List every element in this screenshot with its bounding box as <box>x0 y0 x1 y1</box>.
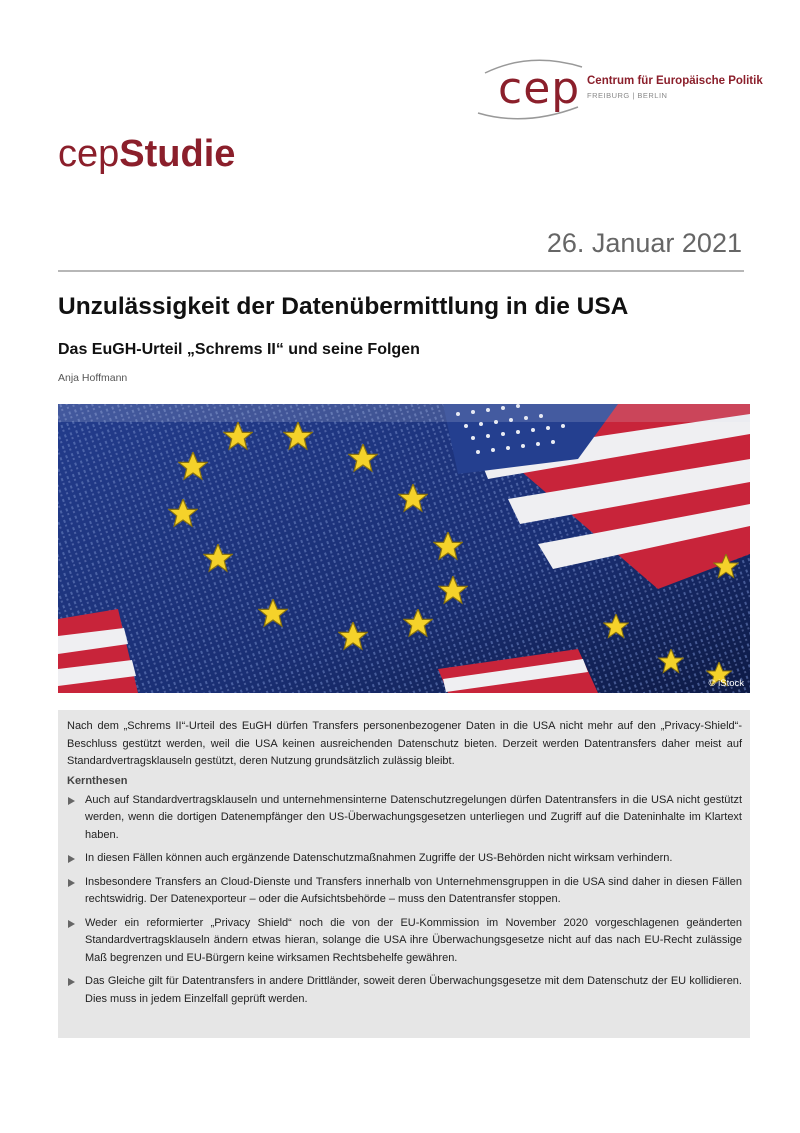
thesis-item <box>67 973 742 1008</box>
author-name: Anja Hoffmann <box>58 372 128 384</box>
thesis-text: Insbesondere Transfers an Cloud-Dienste und Transfers innerhalb von Unternehmensgruppen in die USA sind daher in diesen Fällen rechtswidrig. Der Datenexporteur – oder die Aufsichtsbehörde – muss den Datentransfer stoppen. <box>85 875 742 905</box>
thesis-text: In diesen Fällen können auch ergänzende Datenschutzmaßnahmen Zugriffe der US-Behörden nicht wirksam verhindern. <box>85 852 673 864</box>
thesis-item <box>67 850 742 868</box>
publication-date: 26. Januar 2021 <box>546 228 742 258</box>
thesis-text: Auch auf Standardvertragsklauseln und unternehmensinterne Datenschutzregelungen dürfen Datentransfers in die USA nicht gestützt werden, wenn die dortigen Datenempfänger den US-Überwachungsgesetzen unterliegen und Zugriff auf die Dateninhalte im Klartext haben. <box>85 793 742 841</box>
series-prefix: cep <box>58 133 120 175</box>
bullet-triangle-icon <box>68 797 75 805</box>
bullet-triangle-icon <box>68 855 75 863</box>
document-subtitle: Das EuGH-Urteil „Schrems II“ und seine Folgen <box>58 341 420 358</box>
header-divider <box>58 270 744 272</box>
image-credit: © iStock <box>708 678 744 689</box>
summary-intro: Nach dem „Schrems II“-Urteil des EuGH dürfen Transfers personenbezogener Daten in die USA nicht mehr auf den „Privacy-Shield“-Beschluss gestützt werden, weil die USA keinen ausreichenden Datenschutz bieten. Derzeit werden Datentransfers daher meist auf Standardvertragsklauseln gestützt, deren Nutzung grundsätzlich zulässig bleibt. <box>67 720 742 767</box>
thesis-text: Weder ein reformierter „Privacy Shield“ noch die von der EU-Kommission im November 2020 vorgeschlagenen geänderten Standardvertragsklauseln ändern etwas hieran, solange die USA ihre Überwachungsgesetze nicht auf das nach EU-Recht zulässige Maß begrenzen und EU-Bürgern keine wirksamen Rechtsbehelfe gewähren. <box>85 916 742 964</box>
cep-logo <box>470 55 770 125</box>
bullet-triangle-icon <box>68 879 75 887</box>
theses-heading: Kernthesen <box>67 774 128 787</box>
thesis-item <box>67 792 742 845</box>
bullet-triangle-icon <box>68 920 75 928</box>
logo-wordmark: cep <box>498 63 581 114</box>
document-title: Unzulässigkeit der Datenübermittlung in die USA <box>58 293 629 320</box>
theses-list <box>67 792 742 1009</box>
eu-us-flag-illustration <box>58 404 750 693</box>
bullet-triangle-icon <box>68 978 75 986</box>
logo-organization-name: Centrum für Europäische Politik <box>587 75 763 87</box>
series-brand <box>58 135 235 173</box>
logo-city: FREIBURG | BERLIN <box>587 91 668 100</box>
thesis-item <box>67 915 742 968</box>
thesis-text: Das Gleiche gilt für Datentransfers in andere Drittländer, soweit deren Überwachungsgesetze mit dem Datenschutz der EU kollidieren. Dies muss in jedem Einzelfall geprüft werden. <box>85 975 742 1005</box>
series-label: Studie <box>119 133 236 175</box>
thesis-item <box>67 874 742 909</box>
summary-box <box>58 710 750 1038</box>
hero-image <box>58 404 750 693</box>
